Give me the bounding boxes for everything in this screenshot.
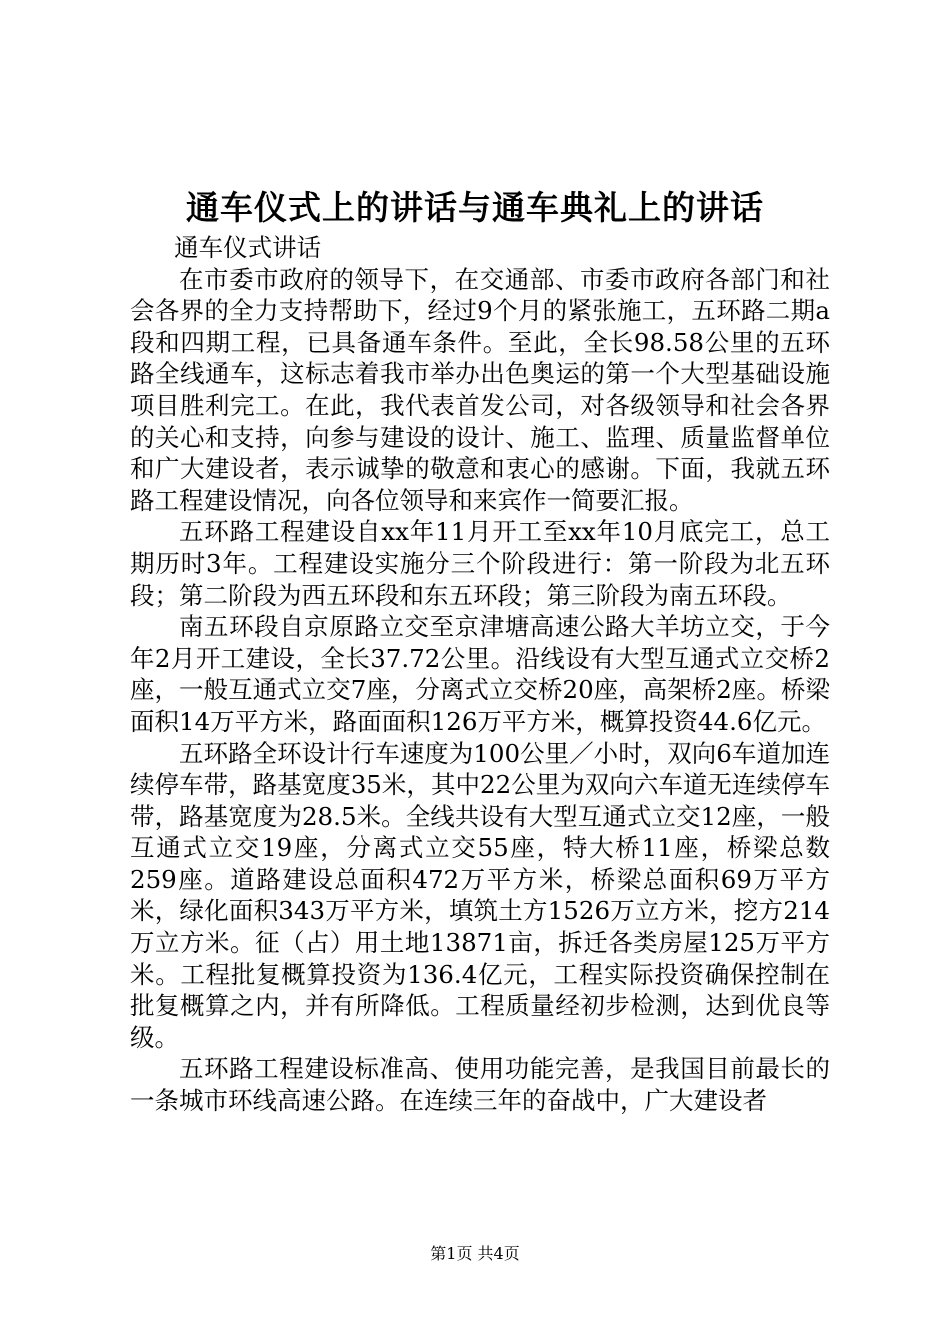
section-subheading: 通车仪式讲话 xyxy=(174,233,322,262)
document-title: 通车仪式上的讲话与通车典礼上的讲话 xyxy=(186,188,764,227)
body-paragraph: 五环路工程建设标准高、使用功能完善，是我国目前最长的一条城市环线高速公路。在连续三年的奋战中，广大建设者 xyxy=(130,1054,830,1116)
page-footer: 第1页 共4页 xyxy=(430,1244,520,1263)
body-paragraph: 五环路工程建设自xx年11月开工至xx年10月底完工，总工期历时3年。工程建设实施分三个阶段进行：第一阶段为北五环段；第二阶段为西五环段和东五环段；第三阶段为南五环段。 xyxy=(130,517,830,610)
document-body xyxy=(130,232,830,1117)
body-paragraph: 在市委市政府的领导下，在交通部、市委市政府各部门和社会各界的全力支持帮助下，经过9个月的紧张施工，五环路二期a段和四期工程，已具备通车条件。至此，全长98.58公里的五环路全线通车，这标志着我市举办出色奥运的第一个大型基础设施项目胜利完工。在此，我代表首发公司，对各级领导和社会各界的关心和支持，向参与建设的设计、施工、监理、质量监督单位和广大建设者，表示诚挚的敬意和衷心的感谢。下面，我就五环路工程建设情况，向各位领导和来宾作一简要汇报。 xyxy=(130,264,830,515)
body-paragraph: 南五环段自京原路立交至京津塘高速公路大羊坊立交，于今年2月开工建设，全长37.72公里。沿线设有大型互通式立交桥2座，一般互通式立交7座，分离式立交桥20座，高架桥2座。桥梁面积14万平方米，路面面积126万平方米，概算投资44.6亿元。 xyxy=(130,612,830,736)
body-paragraph: 五环路全环设计行车速度为100公里／小时，双向6车道加连续停车带，路基宽度35米，其中22公里为双向六车道无连续停车带，路基宽度为28.5米。全线共设有大型互通式立交12座，一般互通式立交19座，分离式立交55座，特大桥11座，桥梁总数259座。道路建设总面积472万平方米，桥梁总面积69万平方米，绿化面积343万平方米，填筑土方1526万立方米，挖方214万立方米。征（占）用土地13871亩，拆迁各类房屋125万平方米。工程批复概算投资为136.4亿元，工程实际投资确保控制在批复概算之内，并有所降低。工程质量经初步检测，达到优良等级。 xyxy=(130,738,830,1052)
